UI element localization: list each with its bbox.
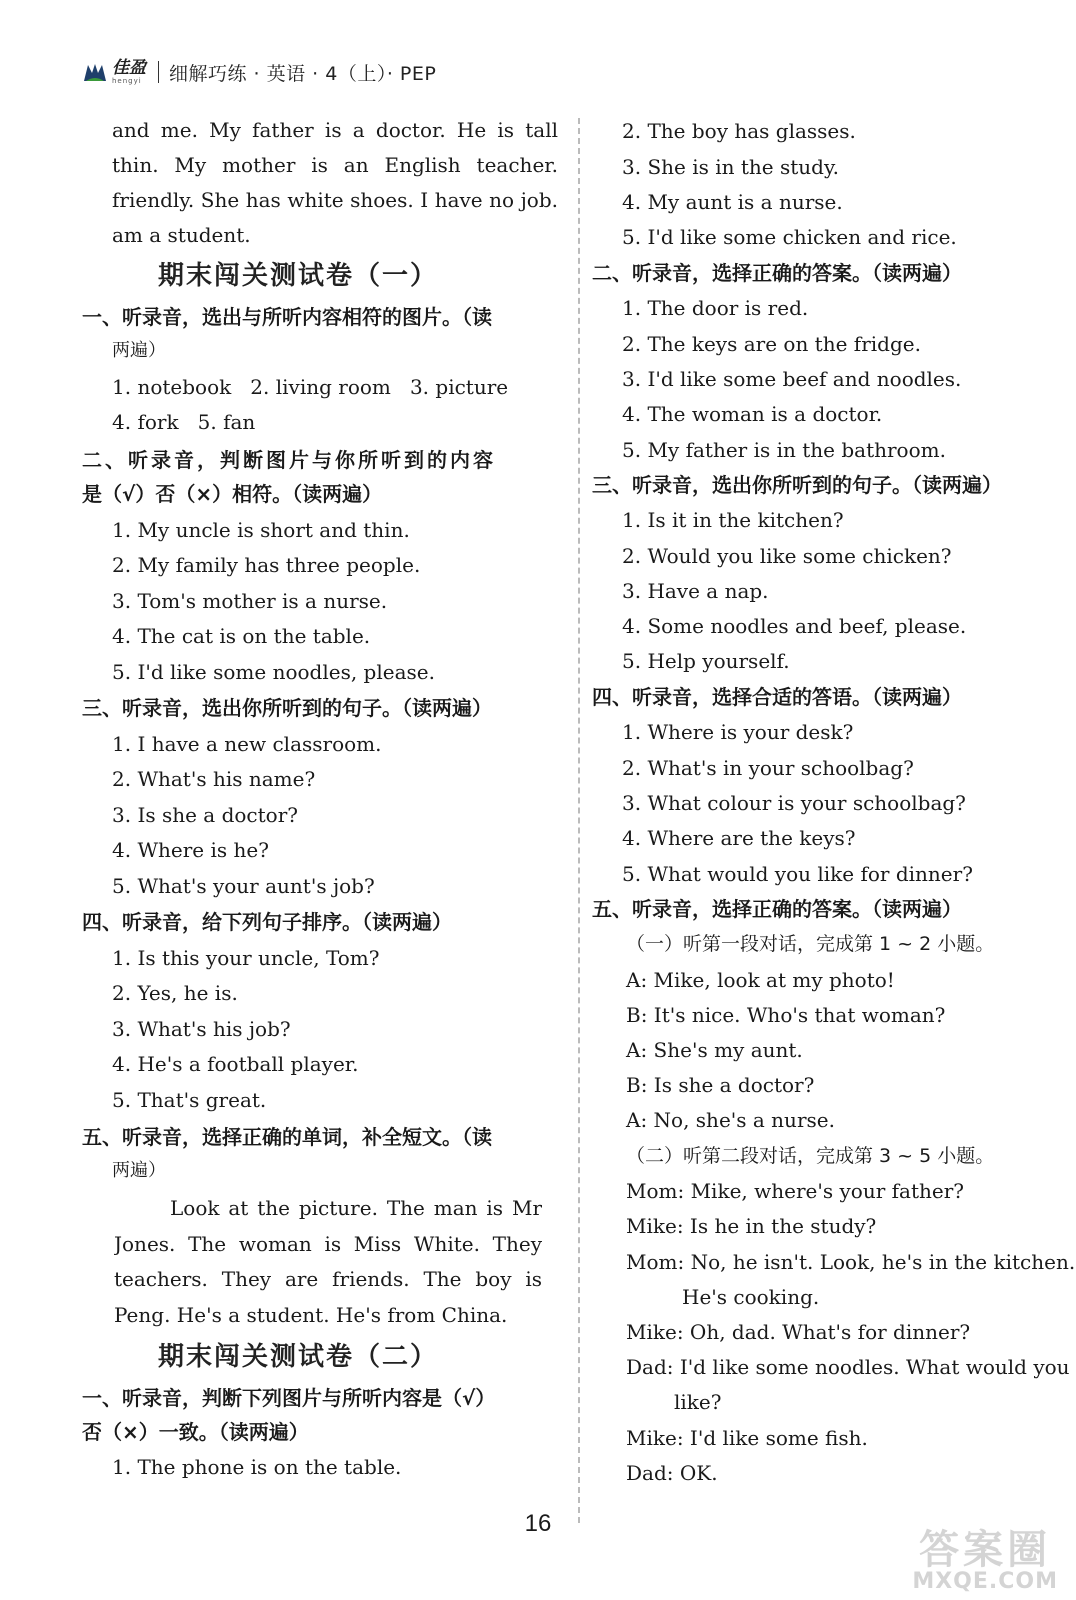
list-item: 5. What would you like for dinner? <box>622 862 973 886</box>
section-heading: 三、听录音，选出你所听到的句子。（读两遍） <box>82 696 492 720</box>
dialog-line: A: She's my aunt. <box>626 1038 803 1062</box>
dialog-line: Mike: I'd like some fish. <box>626 1426 868 1450</box>
list-item: 3. Tom's mother is a nurse. <box>112 589 388 613</box>
list-item: 3. I'd like some beef and noodles. <box>622 367 962 391</box>
list-item: 3. What colour is your schoolbag? <box>622 791 966 815</box>
section-heading: 五、听录音，选择正确的单词，补全短文。（读 <box>82 1125 492 1149</box>
list-item: 5. I'd like some chicken and rice. <box>622 225 957 249</box>
passage-line: Jones. The woman is Miss White. They <box>114 1232 542 1256</box>
list-item: 3. Have a nap. <box>622 579 769 603</box>
list-item: 1. The phone is on the table. <box>112 1455 402 1479</box>
dialog-line: Mike: Is he in the study? <box>626 1214 877 1238</box>
list-item: 2. The boy has glasses. <box>622 119 856 143</box>
section-heading: 一、听录音，判断下列图片与所听内容是（√） <box>82 1386 496 1410</box>
list-item: 1. Is this your uncle, Tom? <box>112 946 380 970</box>
list-item: 3. She is in the study. <box>622 155 839 179</box>
list-item: 4. Some noodles and beef, please. <box>622 614 967 638</box>
exam-title-2: 期末闯关测试卷（二） <box>158 1342 439 1372</box>
dialog-line: Mike: Oh, dad. What's for dinner? <box>626 1320 971 1344</box>
dialog-part-heading: （二）听第二段对话，完成第 3 ~ 5 小题。 <box>626 1145 995 1167</box>
column-divider <box>578 118 580 1523</box>
exam-title-1: 期末闯关测试卷（一） <box>158 261 439 291</box>
logo-icon <box>82 61 108 83</box>
list-item: 5. That's great. <box>112 1088 267 1112</box>
dialog-line: Dad: OK. <box>626 1461 718 1485</box>
list-item: 2. Yes, he is. <box>112 981 238 1005</box>
list-item: 2. What's his name? <box>112 767 316 791</box>
list-item: 3. What's his job? <box>112 1017 291 1041</box>
dialog-line: A: Mike, look at my photo! <box>626 968 895 992</box>
dialog-line: like? <box>674 1390 722 1414</box>
list-item: 4. Where is he? <box>112 838 269 862</box>
passage-line: teachers. They are friends. The boy is <box>114 1267 542 1291</box>
text-line: thin. My mother is an English teacher. <box>112 153 558 177</box>
list-item: 4. My aunt is a nurse. <box>622 190 843 214</box>
section-heading-cont: 否（×）一致。（读两遍） <box>82 1420 309 1444</box>
list-item: 1. The door is red. <box>622 296 809 320</box>
list-item: 5. I'd like some noodles, please. <box>112 660 435 684</box>
watermark-logo: 答案圈 <box>919 1527 1052 1573</box>
list-item: 5. My father is in the bathroom. <box>622 438 946 462</box>
text-line: friendly. She has white shoes. I have no job. <box>112 188 558 212</box>
publisher-logo <box>82 57 146 85</box>
list-item: 3. Is she a doctor? <box>112 803 298 827</box>
watermark-url: MXQE.COM <box>912 1569 1058 1594</box>
dialog-line: Mom: Mike, where's your father? <box>626 1179 964 1203</box>
section-heading: 四、听录音，选择合适的答语。（读两遍） <box>592 685 962 709</box>
dialog-line: He's cooking. <box>682 1285 820 1309</box>
list-item: 4. The woman is a doctor. <box>622 402 883 426</box>
logo-subtext: hengyi <box>112 76 142 85</box>
list-item: 2. Would you like some chicken? <box>622 544 952 568</box>
section-heading-cont: 是（√）否（×）相符。（读两遍） <box>82 482 383 506</box>
watermark <box>912 1518 1058 1594</box>
list-item: 1. Where is your desk? <box>622 720 854 744</box>
list-item: 5. What's your aunt's job? <box>112 874 375 898</box>
header-divider <box>158 61 159 83</box>
page-header <box>82 56 436 88</box>
list-item: 4. He's a football player. <box>112 1052 359 1076</box>
section-heading: 一、听录音，选出与所听内容相符的图片。（读 <box>82 305 492 329</box>
section-heading: 三、听录音，选出你所听到的句子。（读两遍） <box>592 473 1002 497</box>
section-heading-cont: 两遍） <box>112 340 166 361</box>
list-item: 1. My uncle is short and thin. <box>112 518 410 542</box>
list-item: 4. fork 5. fan <box>112 410 256 434</box>
text-line: am a student. <box>112 223 251 247</box>
dialog-line: B: Is she a doctor? <box>626 1073 815 1097</box>
section-heading-cont: 两遍） <box>112 1160 166 1181</box>
text-line: and me. My father is a doctor. He is tall <box>112 118 558 142</box>
list-item: 2. The keys are on the fridge. <box>622 332 921 356</box>
dialog-part-heading: （一）听第一段对话，完成第 1 ~ 2 小题。 <box>626 933 995 955</box>
section-heading: 二、听录音，选择正确的答案。（读两遍） <box>592 261 962 285</box>
book-title: 细解巧练 · 英语 · 4（上）· PEP <box>169 62 437 85</box>
list-item: 5. Help yourself. <box>622 649 790 673</box>
list-item: 1. I have a new classroom. <box>112 732 382 756</box>
list-item: 4. Where are the keys? <box>622 826 856 850</box>
section-heading: 四、听录音，给下列句子排序。（读两遍） <box>82 910 452 934</box>
list-item: 1. notebook 2. living room 3. picture <box>112 375 509 399</box>
list-item: 1. Is it in the kitchen? <box>622 508 844 532</box>
dialog-line: B: It's nice. Who's that woman? <box>626 1003 946 1027</box>
passage-line: Look at the picture. The man is Mr <box>170 1196 542 1220</box>
passage-line: Peng. He's a student. He's from China. <box>114 1303 508 1327</box>
list-item: 2. My family has three people. <box>112 553 421 577</box>
logo-text: 佳盈 <box>112 57 146 78</box>
dialog-line: Mom: No, he isn't. Look, he's in the kitchen. <box>626 1250 1076 1274</box>
page-number: 16 <box>524 1510 552 1537</box>
dialog-line: A: No, she's a nurse. <box>626 1108 835 1132</box>
section-heading: 五、听录音，选择正确的答案。（读两遍） <box>592 897 962 921</box>
list-item: 2. What's in your schoolbag? <box>622 756 914 780</box>
list-item: 4. The cat is on the table. <box>112 624 371 648</box>
section-heading: 二、听录音，判断图片与你所听到的内容 <box>82 448 496 472</box>
dialog-line: Dad: I'd like some noodles. What would you <box>626 1355 1070 1379</box>
